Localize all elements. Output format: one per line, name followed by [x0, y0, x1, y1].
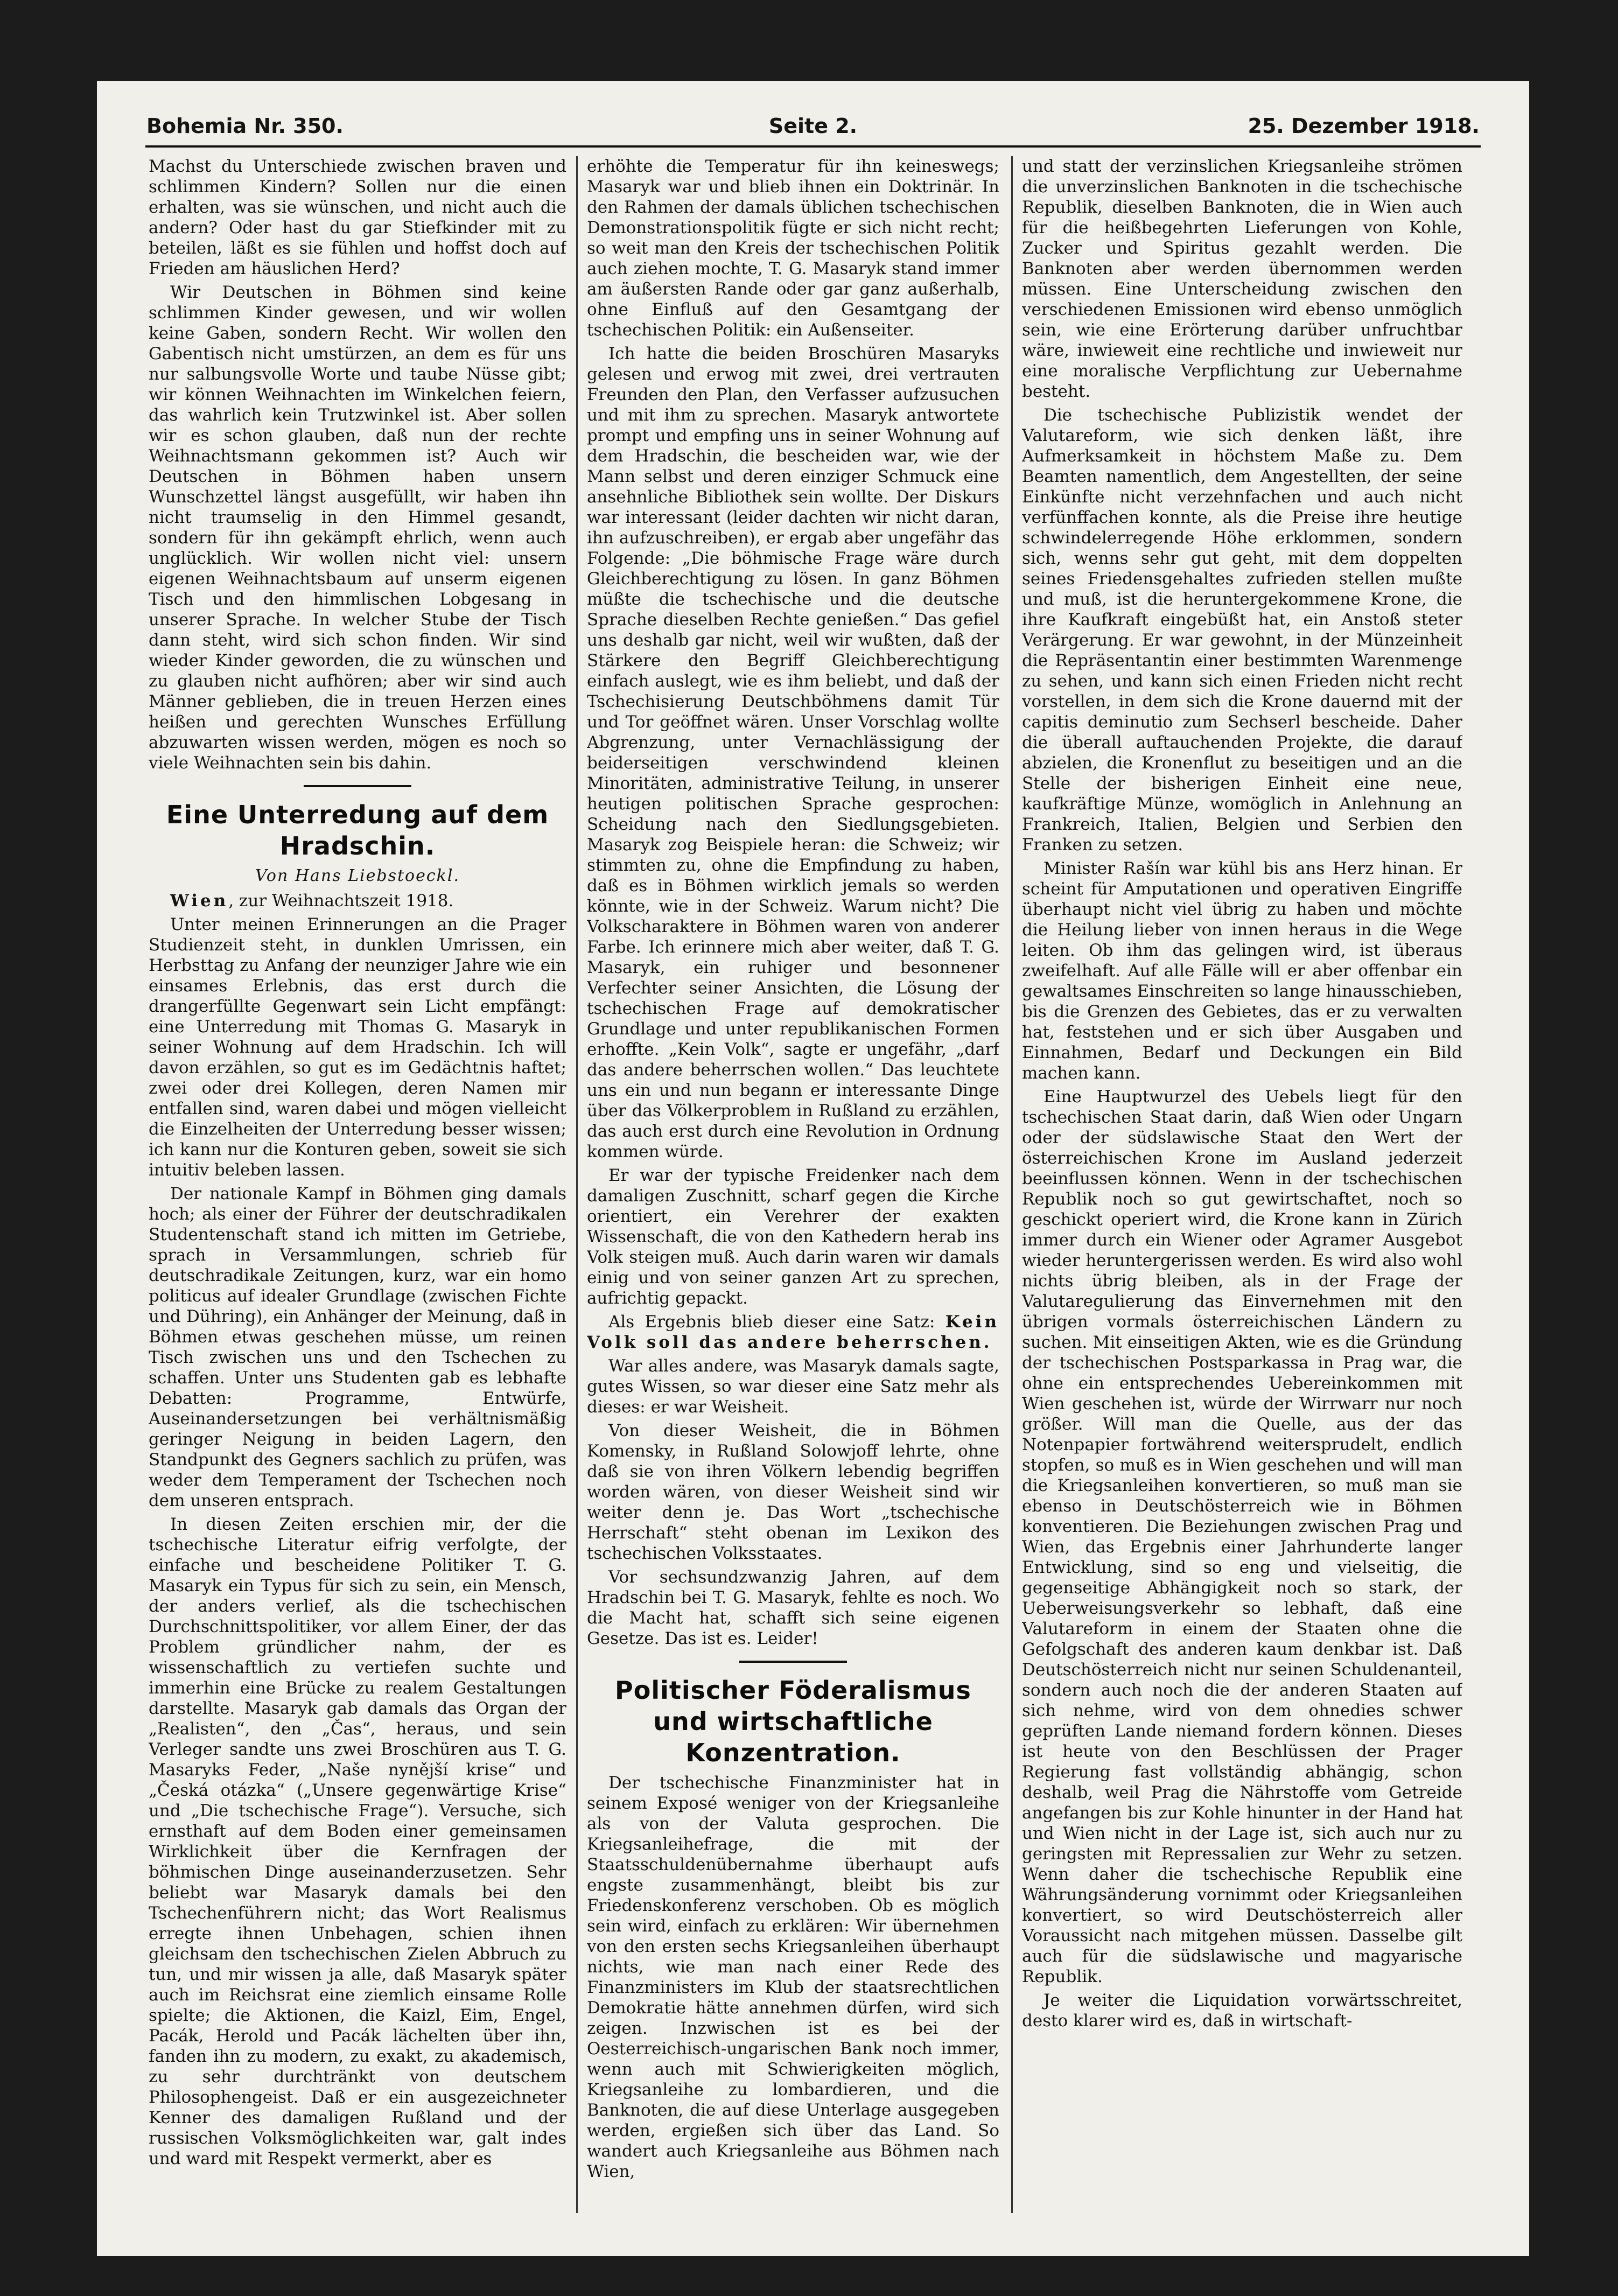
dateline	[149, 891, 566, 911]
paragraph: Minister Rašín war kühl bis ans Herz hinan. Er scheint für Amputationen und operativen Eingriffe überhaupt nicht viel übrig zu haben und möchte die Heilung lieber von innen heraus in die Wege leiten. Ob ihm das gelingen wird, ist überaus zweifelhaft. Auf alle Fälle will er aber offenbar ein gewaltsames Einschreiten so lange hinausschieben, bis die Grenzen des Gebietes, das er zu verwalten hat, feststehen und er sich über Ausgaben und Einnahmen, Bedarf und Deckungen ein Bild machen kann.	[1022, 859, 1462, 1083]
column-3	[1022, 156, 1462, 2224]
header-rule	[145, 145, 1481, 148]
article-byline: Von Hans Liebstoeckl.	[255, 866, 460, 885]
article-headline: Eine Unterredung auf dem Hradschin.	[166, 800, 549, 860]
column-1	[149, 156, 566, 2224]
paragraph: Je weiter die Liquidation vorwärtsschreitet, desto klarer wird es, daß in wirtschaft-	[1022, 1991, 1462, 2031]
header-page-number: Seite 2.	[768, 114, 858, 138]
header-date: 25. Dezember 1918.	[1248, 114, 1480, 138]
paragraph: Er war der typische Freidenker nach dem damaligen Zuschnitt, scharf gegen die Kirche orientiert, ein Verehrer der exakten Wissenschaft, die von den Kathedern herab ins Volk steigen muß. Auch darin waren wir damals einig und von seiner ganzen Art zu sprechen, aufrichtig gepackt.	[587, 1166, 999, 1308]
page-header	[146, 106, 1480, 149]
emphasized-quote: Kein Volk soll das andere beherrschen.	[587, 1312, 999, 1352]
paragraph: erhöhte die Temperatur für ihn keineswegs; Masaryk war und blieb ihnen ein Doktrinär. In den Rahmen der damals üblichen tschechischen Demonstrationspolitik fügte er sich nicht recht; so weit man den Kreis der tschechischen Politik auch ziehen mochte, T. G. Masaryk stand immer am äußersten Rande oder gar ganz außerhalb, ohne Einfluß auf den Gesamtgang der tschechischen Politik: ein Außenseiter.	[587, 157, 999, 340]
dateline-text: , zur Weihnachtszeit 1918.	[228, 891, 454, 911]
section-separator	[304, 785, 411, 787]
paragraph: Machst du Unterschiede zwischen braven und schlimmen Kindern? Sollen nur die einen erhalten, was sie wünschen, und nicht auch die andern? Oder hast du gar Stiefkinder mit zu beteilen, läßt es sie fühlen und hoffst doch auf Frieden am häuslichen Herd?	[149, 157, 566, 278]
paragraph	[587, 1312, 999, 1353]
paragraph: In diesen Zeiten erschien mir, der die tschechische Literatur eifrig verfolgte, der einfache und bescheidene Politiker T. G. Masaryk ein Typus für sich zu sein, ein Mensch, der anders verlief, als die tschechischen Durchschnittspolitiker, vor allem Einer, der das Problem gründlicher nahm, der es wissenschaftlich zu vertiefen suchte und immerhin eine Brücke zu realem Gestaltungen darstellte. Masaryk gab damals das Organ der „Realisten“, den „Čas“, heraus, und sein Verleger sandte uns zwei Broschüren aus T. G. Masaryks Feder, „Naše nynější krise“ und „Česká otázka“ („Unsere gegenwärtige Krise“ und „Die tschechische Frage“). Versuche, sich ernsthaft auf dem Boden einer gemeinsamen Wirklichkeit über die Kernfragen der böhmischen Dinge auseinanderzusetzen. Sehr beliebt war Masaryk damals bei den Tschechenführern nicht; das Wort Realismus erregte ihnen Unbehagen, schien ihnen gleichsam den tschechischen Zielen Abbruch zu tun, und mir wissen ja alle, daß Masaryk später auch im Reichsrat eine ziemlich einsame Rolle spielte; die Aktionen, die Kaizl, Eim, Engel, Pacák, Herold und Pacák lächelten über ihn, fanden ihn zu modern, zu exakt, zu akademisch, zu sehr durchtränkt von deutschem Philosophengeist. Daß er ein ausgezeichneter Kenner des damaligen Rußland und der russischen Volksmöglichkeiten war, galt indes und ward mit Respekt vermerkt, aber es	[149, 1515, 566, 2168]
paragraph: Unter meinen Erinnerungen an die Prager Studienzeit steht, in dunklen Umrissen, ein Herbsttag zu Anfang der neunziger Jahre wie ein einsames Erlebnis, das erst durch die drangerfüllte Gegenwart sein Licht empfängt: eine Unterredung mit Thomas G. Masaryk in seiner Wohnung auf dem Hradschin. Ich will davon erzählen, so gut es im Gedächtnis haftet; zwei oder drei Kollegen, deren Namen mir entfallen sind, waren dabei und mögen vielleicht die Einzelheiten der Unterredung besser wissen; ich kann nur die Konturen geben, soweit sie sich intuitiv beleben lassen.	[149, 915, 566, 1180]
paragraph-text: Als Ergebnis blieb dieser eine Satz:	[608, 1312, 945, 1332]
dateline-place: Wien	[170, 891, 229, 911]
section-separator	[739, 1661, 847, 1663]
column-rule	[576, 156, 578, 2213]
newspaper-page	[97, 81, 1529, 2256]
paragraph: Eine Hauptwurzel des Uebels liegt für den tschechischen Staat darin, daß Wien oder Ungarn oder der südslawische Staat den Wert der österreichischen Krone im Ausland jederzeit beeinflussen können. Wenn in der tschechischen Republik noch so gut gewirtschaftet, noch so geschickt operiert wird, die Krone kann in Zürich immer durch ein Wiener oder Agramer Ausgebot wieder heruntergerissen werden. Es wird also wohl nichts übrig bleiben, als in der Frage der Valutaregulierung das Einvernehmen mit den übrigen vormals österreichischen Ländern zu suchen. Mit einseitigen Akten, wie es die Gründung der tschechischen Postsparkassa in Prag war, die ohne ein entsprechendes Uebereinkommen mit Wien geschehen ist, würde der Wirrwarr nur noch größer. Will man die Quelle, aus der das Notenpapier fortwährend weitersprudelt, endlich stopfen, so muß es in Wien geschehen und will man die Kriegsanleihen konvertieren, so muß man sie ebenso in Deutschösterreich wie in Böhmen konventieren. Die Beziehungen zwischen Prag und Wien, das Ergebnis einer Jahrhunderte langer Entwicklung, sind so eng und vielseitig, die gegenseitige Abhängigkeit noch so stark, der Ueberweisungsverkehr so lebhaft, daß eine Valutareform in einem der Staaten ohne die Gefolgschaft des anderen kaum denkbar ist. Daß Deutschösterreich nicht nur seinen Schuldenanteil, sondern auch noch die der anderen Staaten auf sich nehme, wird von dem ohnedies schwer geprüften Lande niemand fordern können. Dieses ist heute von den Beschlüssen der Prager Regierung fast vollständig abhängig, schon deshalb, weil Prag die Nährstoffe vom Getreide angefangen bis zur Kohle hinunter in der Hand hat und Wien nicht in der Lage ist, sich auch nur zu geringsten mit Repressalien zur Wehr zu setzen. Wenn daher die tschechische Republik eine Währungsänderung vornimmt oder Kriegsanleihen konvertiert, so wird Deutschösterreich aller Voraussicht nach mitgehen müssen. Dasselbe gilt auch für die südslawische und magyarische Republik.	[1022, 1087, 1462, 1986]
column-rule	[1011, 156, 1013, 2213]
paragraph: Von dieser Weisheit, die in Böhmen Komensky, in Rußland Solowjoff lehrte, ohne daß sie von ihren Völkern lebendig begriffen worden wären, von dieser Weisheit sind wir weiter denn je. Das Wort „tschechische Herrschaft“ steht obenan im Lexikon des tschechischen Volksstaates.	[587, 1421, 999, 1563]
header-publication: Bohemia Nr. 350.	[146, 114, 344, 138]
paragraph: Der tschechische Finanzminister hat in seinem Exposé weniger von der Kriegsanleihe als von der Valuta gesprochen. Die Kriegsanleihefrage, die mit der Staatsschuldenübernahme überhaupt aufs engste zusammenhängt, bleibt bis zur Friedenskonferenz verschoben. Ob es möglich sein wird, einfach zu erklären: Wir übernehmen von den ersten sechs Kriegsanleihen überhaupt nichts, wie man nach einer Rede des Finanzministers im Klub der staatsrechtlichen Demokratie hätte annehmen dürfen, wird sich zeigen. Inzwischen ist es bei der Oesterreichisch-ungarischen Bank noch immer, wenn auch mit Schwierigkeiten möglich, Kriegsanleihe zu lombardieren, und die Banknoten, die auf diese Unterlage ausgegeben werden, ergießen sich über das Land. So wandert auch Kriegsanleihe aus Böhmen nach Wien,	[587, 1773, 999, 2181]
paragraph: Ich hatte die beiden Broschüren Masaryks gelesen und erwog mit zwei, drei vertrauten Freunden den Plan, den Verfasser aufzusuchen und mit ihm zu sprechen. Masaryk antwortete prompt und empfing uns in seiner Wohnung auf dem Hradschin, die bescheiden war, wie der Mann selbst und deren einziger Schmuck eine ansehnliche Bibliothek sein wollte. Der Diskurs war interessant (leider dachten wir nicht daran, ihn aufzuschreiben), er ergab aber ungefähr das Folgende: „Die böhmische Frage wäre durch Gleichberechtigung zu lösen. In ganz Böhmen müßte die tschechische und die deutsche Sprache dieselben Rechte genießen.“ Das gefiel uns deshalb gar nicht, weil wir wußten, daß der Stärkere den Begriff Gleichberechtigung einfach auslegt, wie es ihm beliebt, und daß der Tschechisierung Deutschböhmens damit Tür und Tor geöffnet wären. Unser Vorschlag wollte Abgrenzung, unter Vernachlässigung der beiderseitigen verschwindend kleinen Minoritäten, administrative Teilung, in unserer heutigen politischen Sprache gesprochen: Scheidung nach den Siedlungsgebieten. Masaryk zog Beispiele heran: die Schweiz; wir stimmten zu, ohne die Empfindung zu haben, daß es in Böhmen wirklich jemals so werden könnte, wie in der Schweiz. Warum nicht? Die Volkscharaktere in Böhmen waren von anderer Farbe. Ich erinnere mich aber weiter, daß T. G. Masaryk, ein ruhiger und besonnener Verfechter seiner Ansichten, die Lösung der tschechischen Frage auf demokratischer Grundlage und unter republikanischen Formen erhoffte. „Kein Volk“, sagte er ungefähr, „darf das andere beherrschen wollen.“ Das leuchtete uns ein und nun begann er interessante Dinge über das Völkerproblem in Rußland zu erzählen, das auch erst durch eine Revolution in Ordnung kommen würde.	[587, 344, 999, 1161]
paragraph: War alles andere, was Masaryk damals sagte, gutes Wissen, so war dieser eine Satz mehr als dieses: er war Weisheit.	[587, 1356, 999, 1417]
paragraph: Die tschechische Publizistik wendet der Valutareform, wie sich denken läßt, ihre Aufmerksamkeit in höchstem Maße zu. Dem Beamten namentlich, dem Angestellten, der seine Einkünfte nicht verzehnfachen und auch nicht verfünffachen konnte, als die Preise ihre heutige schwindelerregende Höhe erklommen, sondern sich, wenns sehr gut geht, mit dem doppelten seines Friedensgehaltes zufrieden stellen mußte und muß, ist die heruntergekommene Krone, die ihre Kaufkraft eingebüßt hat, ein Anstoß steter Verärgerung. Er war gewohnt, in der Münzeinheit die Repräsentantin einer bestimmten Warenmenge zu sehen, und kann sich einen Frieden nicht recht vorstellen, in dem sich die Krone dauernd mit der capitis deminutio zum Sechserl bescheide. Daher die überall auftauchenden Projekte, die darauf abzielen, die Kronenflut zu beseitigen und an die Stelle der bisherigen Einheit eine neue, kaufkräftige Münze, womöglich in Anlehnung an Frankreich, Italien, Belgien und Serbien den Franken zu setzen.	[1022, 405, 1462, 855]
article-headline: Politischer Föderalismus und wirtschaftliche Konzentration.	[615, 1676, 971, 1767]
column-2	[587, 156, 999, 2224]
paragraph: Wir Deutschen in Böhmen sind keine schlimmen Kinder gewesen, und wir wollen keine Gaben, sondern Recht. Wir wollen den Gabentisch nicht umstürzen, an dem es für uns nur salbungsvolle Worte und taube Nüsse gibt; wir können Weihnachten im Winkelchen feiern, das wahrlich kein Trutzwinkel ist. Aber sollen wir es schon glauben, daß nun der rechte Weihnachtsmann gekommen ist? Auch wir Deutschen in Böhmen haben unsern Wunschzettel längst ausgefüllt, wir haben ihn nicht traumselig in den Himmel gesandt, sondern für ihn gekämpft ehrlich, wenn auch unglücklich. Wir wollen nicht viel: unsern eigenen Weihnachtsbaum auf unserm eigenen Tisch und den himmlischen Lobgesang in unserer Sprache. In welcher Stube der Tisch dann steht, wird sich schon finden. Wir sind wieder Kinder geworden, die zu wünschen und zu glauben nicht aufhören; aber wir sind auch Männer geblieben, die in treuen Herzen eines heißen und gerechten Wunsches Erfüllung abzuwarten wissen werden, mögen es noch so viele Weihnachten sein bis dahin.	[149, 283, 566, 773]
paragraph: Vor sechsundzwanzig Jahren, auf dem Hradschin bei T. G. Masaryk, fehlte es noch. Wo die Macht hat, schafft sich seine eigenen Gesetze. Das ist es. Leider!	[587, 1567, 999, 1648]
paragraph: und statt der verzinslichen Kriegsanleihe strömen die unverzinslichen Banknoten in die tschechische Republik, dieselben Banknoten, die in Wien auch für die heißbegehrten Lieferungen von Kohle, Zucker und Spiritus gezahlt werden. Die Banknoten aber werden übernommen werden müssen. Eine Unterscheidung zwischen den verschiedenen Emissionen wird ebenso unmöglich sein, wie eine Erörterung darüber unfruchtbar wäre, inwieweit eine rechtliche und inwieweit nur eine moralische Verpflichtung zur Uebernahme besteht.	[1022, 157, 1462, 401]
paragraph: Der nationale Kampf in Böhmen ging damals hoch; als einer der Führer der deutschradikalen Studentenschaft stand ich mitten im Getriebe, sprach in Versammlungen, schrieb für deutschradikale Zeitungen, kurz, war ein homo politicus auf idealer Grundlage (zwischen Fichte und Dühring), ein Anhänger der Meinung, daß in Böhmen etwas geschehen müsse, um reinen Tisch zwischen uns und den Tschechen zu schaffen. Unter uns Studenten gab es lebhafte Debatten: Programme, Entwürfe, Auseinandersetzungen bei verhältnismäßig geringer Neigung in beiden Lagern, den Standpunkt des Gegners sachlich zu prüfen, was weder dem Temperament der Tschechen noch dem unseren entsprach.	[149, 1184, 566, 1510]
